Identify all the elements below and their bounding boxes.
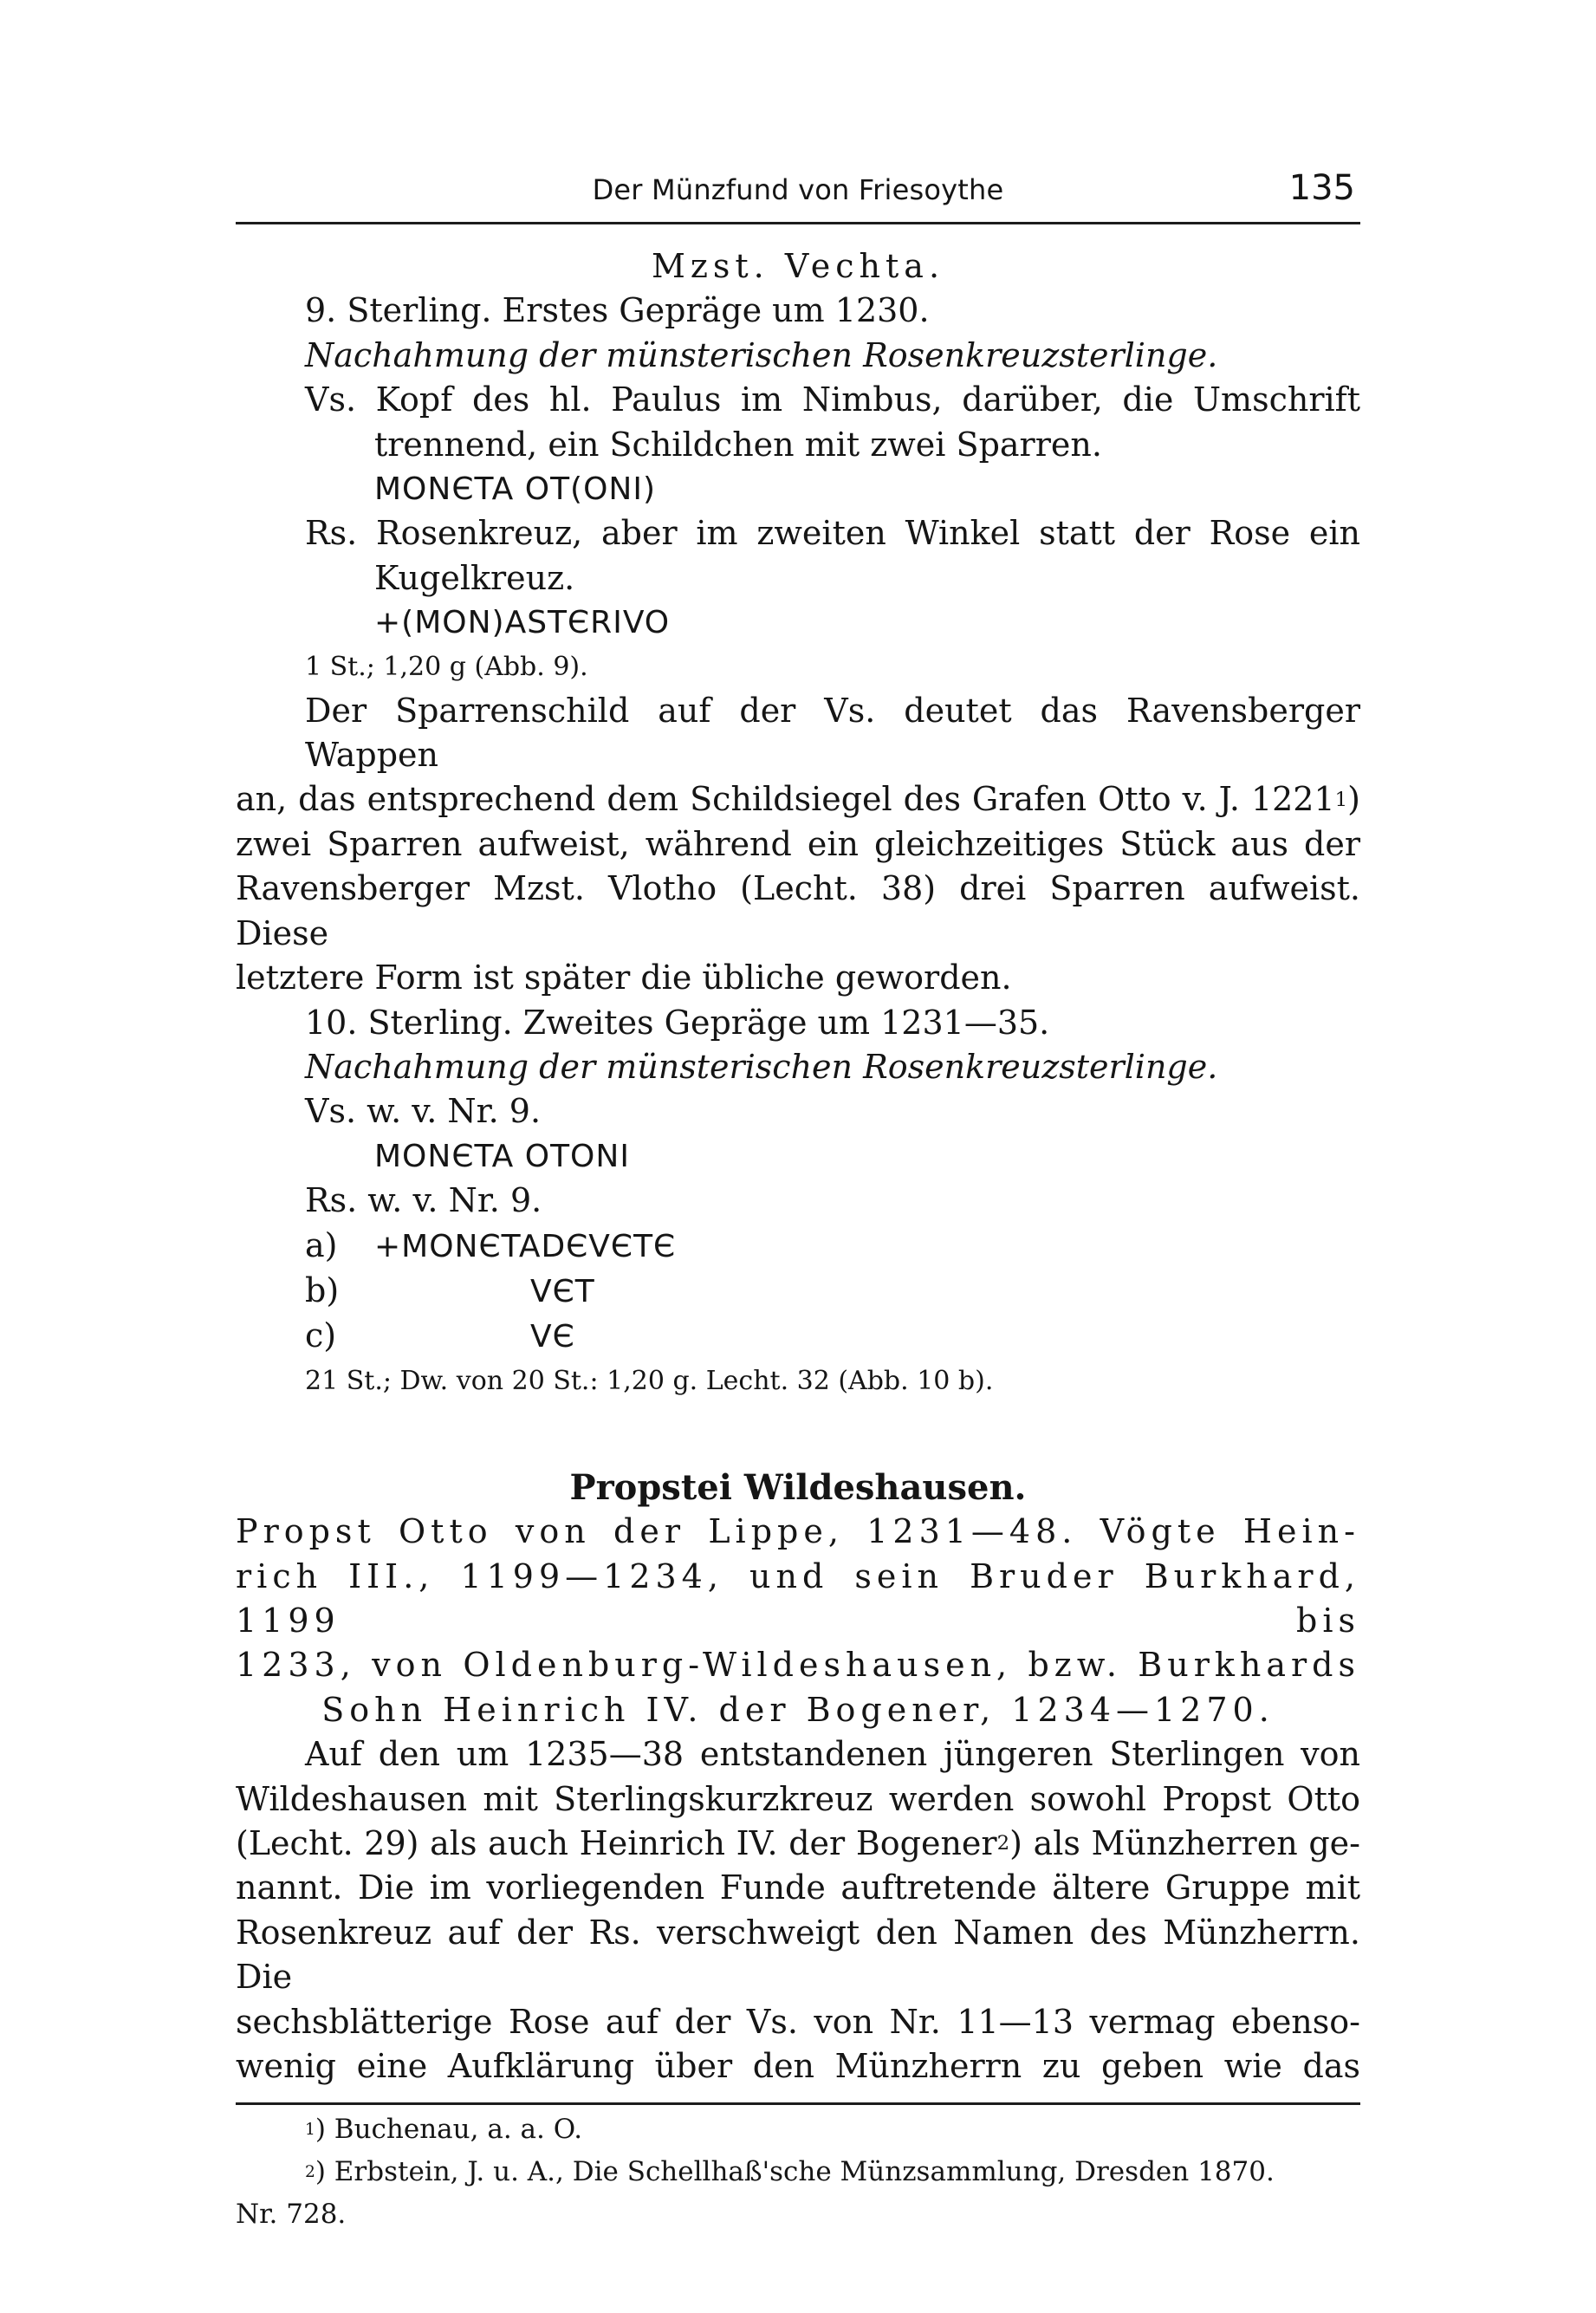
propstei-intro-line-3: 1233, von Oldenburg-Wildeshausen, bzw. Burkhards xyxy=(236,1646,1360,1685)
footnote-ref-1: 1 xyxy=(1334,788,1348,811)
item-9-title: 9. Sterling. Erstes Gepräge um 1230. xyxy=(305,291,930,330)
variant-a-legend: +MONЄTADЄVЄTЄ xyxy=(374,1228,677,1264)
page-number: 135 xyxy=(1288,168,1355,208)
propstei-para-line-4: nannt. Die im vorliegenden Funde auftretende ältere Gruppe mit xyxy=(236,1868,1360,1907)
item-10-rs: Rs. w. v. Nr. 9. xyxy=(305,1181,542,1220)
variant-c-label: c) xyxy=(305,1316,337,1355)
propstei-intro-line-2: rich III., 1199—1234, und sein Bruder Burkhard, 1199 bis xyxy=(236,1556,1360,1640)
propstei-para-line-3-rest: ) als Münzherren ge- xyxy=(1009,1824,1360,1862)
discussion-line-2 xyxy=(236,777,1360,822)
propstei-para-line-5: Rosenkreuz auf der Rs. verschweigt den Namen des Münzherrn. Die xyxy=(236,1913,1360,1997)
discussion-line-5: letztere Form ist später die übliche geworden. xyxy=(236,958,1012,997)
page-body xyxy=(236,244,1360,2236)
item-9-subtitle: Nachahmung der münsterischen Rosenkreuzsterlinge. xyxy=(305,335,1218,374)
discussion-line-2-close: ) xyxy=(1347,780,1360,819)
item-10-vs: Vs. w. v. Nr. 9. xyxy=(305,1092,542,1131)
discussion-line-3: zwei Sparren aufweist, während ein gleichzeitiges Stück aus der xyxy=(236,824,1360,863)
propstei-para-line-7: wenig eine Aufklärung über den Münzherrn zu geben wie das xyxy=(236,2047,1360,2086)
item-10-title: 10. Sterling. Zweites Gepräge um 1231—35. xyxy=(305,1003,1050,1042)
section-heading-vechta: Mzst. Vechta. xyxy=(651,247,945,285)
section-heading-propstei: Propstei Wildeshausen. xyxy=(569,1466,1027,1508)
footnote-2-text: ) Erbstein, J. u. A., Die Schellhaß'sche Münzsammlung, Dresden 1870. xyxy=(315,2156,1275,2188)
variant-a xyxy=(236,1224,1360,1269)
propstei-intro-line-4: Sohn Heinrich IV. der Bogener, 1234—1270. xyxy=(321,1690,1275,1729)
item-9-rs-legend: +(MON)ASTЄRIVO xyxy=(374,605,671,641)
item-9-vs-line2: trennend, ein Schildchen mit zwei Sparren. xyxy=(374,425,1102,464)
variant-b-label: b) xyxy=(305,1270,340,1309)
footnote-2 xyxy=(236,2151,1360,2193)
item-10-vs-legend: MONЄTA OTONI xyxy=(374,1138,630,1174)
discussion-line-1: Der Sparrenschild auf der Vs. deutet das Ravensberger Wappen xyxy=(305,691,1360,775)
propstei-para-line-2: Wildeshausen mit Sterlingskurzkreuz werden sowohl Propst Otto xyxy=(236,1779,1360,1818)
variant-b xyxy=(236,1269,1360,1314)
footnote-ref-2: 2 xyxy=(996,1832,1010,1855)
footnote-2-marker: 2 xyxy=(305,2162,315,2181)
footnotes xyxy=(236,2105,1360,2236)
propstei-para-line-6: sechsblätterige Rose auf der Vs. von Nr. 11—13 vermag ebenso- xyxy=(236,2002,1360,2041)
variant-c xyxy=(236,1314,1360,1359)
item-9-rs-line1: Rs. Rosenkreuz, aber im zweiten Winkel statt der Rose ein xyxy=(305,514,1360,553)
propstei-para-line-3 xyxy=(236,1822,1360,1866)
variant-b-legend: VЄT xyxy=(530,1273,595,1309)
footnote-2-continuation: Nr. 728. xyxy=(236,2199,347,2231)
running-title: Der Münzfund von Friesoythe xyxy=(592,173,1004,206)
book-page xyxy=(236,0,1362,2313)
discussion-line-2-text: an, das entsprechend dem Schildsiegel des Grafen Otto v. J. 1221 xyxy=(236,780,1335,819)
propstei-para-line-1: Auf den um 1235—38 entstandenen jüngeren Sterlingen von xyxy=(305,1735,1360,1774)
footnote-1-marker: 1 xyxy=(305,2120,315,2139)
item-9-rs-line2: Kugelkreuz. xyxy=(374,558,575,597)
footnote-1-text: ) Buchenau, a. a. O. xyxy=(315,2114,583,2146)
item-9-vs-line1: Vs. Kopf des hl. Paulus im Nimbus, darüber, die Umschrift xyxy=(305,380,1360,419)
item-9-vs-legend: MONЄTA OT(ONI) xyxy=(374,471,657,508)
discussion-line-4: Ravensberger Mzst. Vlotho (Lecht. 38) drei Sparren aufweist. Diese xyxy=(236,869,1360,952)
item-10-subtitle: Nachahmung der münsterischen Rosenkreuzsterlinge. xyxy=(305,1047,1218,1086)
item-10-weight: 21 St.; Dw. von 20 St.: 1,20 g. Lecht. 32 (Abb. 10 b). xyxy=(305,1365,994,1396)
propstei-para-line-3-text: (Lecht. 29) als auch Heinrich IV. der Bogener xyxy=(236,1824,997,1862)
propstei-intro-line-1: Propst Otto von der Lippe, 1231—48. Vögte Hein- xyxy=(236,1512,1360,1551)
variant-a-label: a) xyxy=(305,1225,338,1264)
variant-c-legend: VЄ xyxy=(530,1319,575,1355)
footnote-1 xyxy=(236,2108,1360,2151)
running-head xyxy=(236,170,1360,224)
item-9-weight: 1 St.; 1,20 g (Abb. 9). xyxy=(305,651,588,682)
